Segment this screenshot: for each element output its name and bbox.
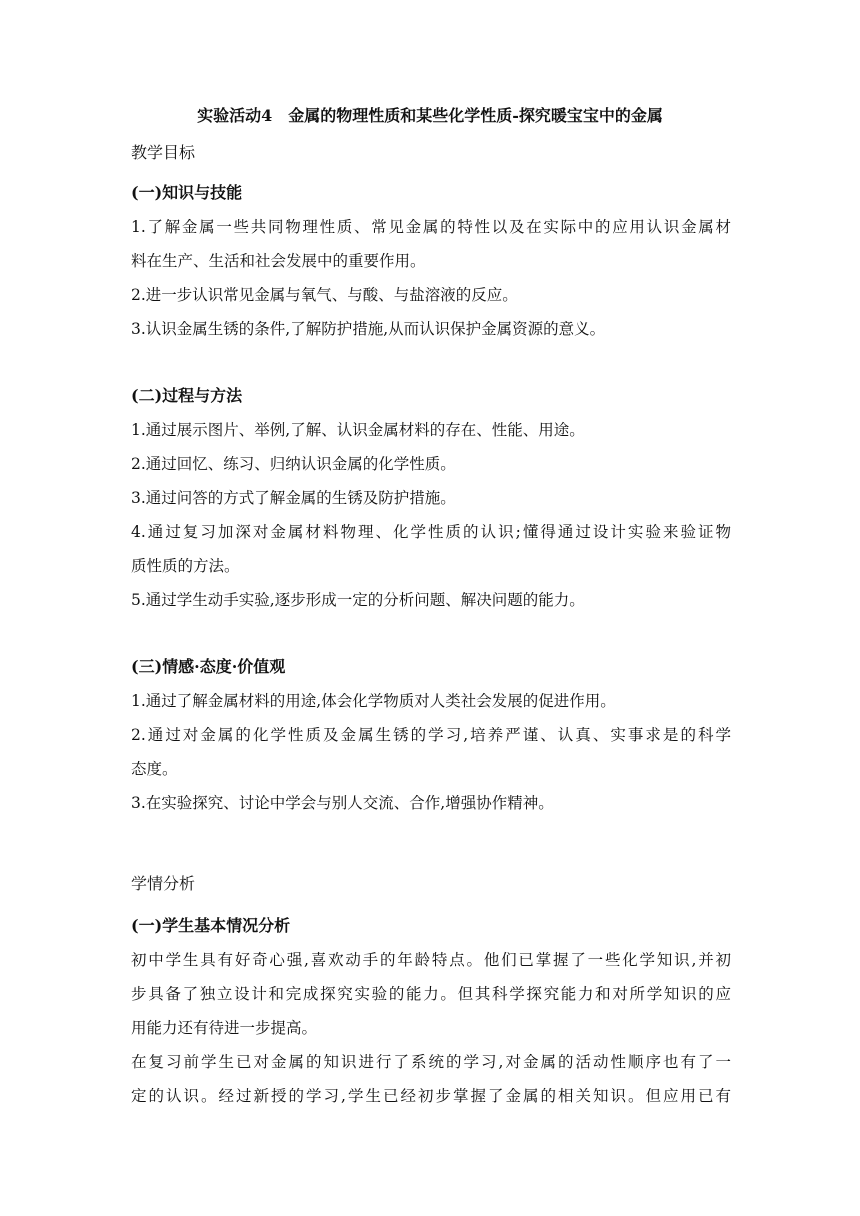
paragraph-line: 用能力还有待进一步提高。: [131, 1019, 318, 1037]
paragraph-line: 定的认识。经过新授的学习,学生已经初步掌握了金属的相关知识。但应用已有: [131, 1087, 731, 1105]
paragraph-line: 4.通过复习加深对金属材料物理、化学性质的认识;懂得通过设计实验来验证物: [131, 523, 731, 541]
paragraph-line: 料在生产、生活和社会发展中的重要作用。: [131, 252, 426, 270]
paragraph-line: 3.认识金属生锈的条件,了解防护措施,从而认识保护金属资源的意义。: [131, 320, 606, 338]
paragraph-line: 2.通过回忆、练习、归纳认识金属的化学性质。: [131, 455, 456, 473]
paragraph-line: 步具备了独立设计和完成探究实验的能力。但其科学探究能力和对所学知识的应: [131, 985, 731, 1003]
subheading-knowledge-skills: (一)知识与技能: [131, 183, 243, 202]
paragraph-line: 2.进一步认识常见金属与氧气、与酸、与盐溶液的反应。: [131, 286, 518, 304]
subheading-process-methods: (二)过程与方法: [131, 386, 243, 405]
subheading-student-basic-analysis: (一)学生基本情况分析: [131, 916, 291, 935]
paragraph-line: 1.通过了解金属材料的用途,体会化学物质对人类社会发展的促进作用。: [131, 692, 616, 710]
section-heading-student-analysis: 学情分析: [131, 874, 196, 893]
document-title: 实验活动4 金属的物理性质和某些化学性质-探究暖宝宝中的金属: [197, 106, 663, 125]
paragraph-line: 2.通过对金属的化学性质及金属生锈的学习,培养严谨、认真、实事求是的科学: [131, 726, 731, 744]
paragraph-line: 3.通过问答的方式了解金属的生锈及防护措施。: [131, 489, 456, 507]
paragraph-line: 1.通过展示图片、举例,了解、认识金属材料的存在、性能、用途。: [131, 421, 585, 439]
paragraph-line: 5.通过学生动手实验,逐步形成一定的分析问题、解决问题的能力。: [131, 591, 585, 609]
paragraph-line: 质性质的方法。: [131, 557, 240, 575]
paragraph-line: 1.了解金属一些共同物理性质、常见金属的特性以及在实际中的应用认识金属材: [131, 218, 731, 236]
section-heading-teaching-goals: 教学目标: [131, 143, 196, 162]
paragraph-line: 态度。: [131, 760, 178, 778]
paragraph-line: 初中学生具有好奇心强,喜欢动手的年龄特点。他们已掌握了一些化学知识,并初: [131, 951, 731, 969]
paragraph-line: 在复习前学生已对金属的知识进行了系统的学习,对金属的活动性顺序也有了一: [131, 1053, 731, 1071]
paragraph-line: 3.在实验探究、讨论中学会与别人交流、合作,增强协作精神。: [131, 794, 554, 812]
subheading-emotion-attitude-values: (三)情感·态度·价值观: [131, 657, 286, 676]
